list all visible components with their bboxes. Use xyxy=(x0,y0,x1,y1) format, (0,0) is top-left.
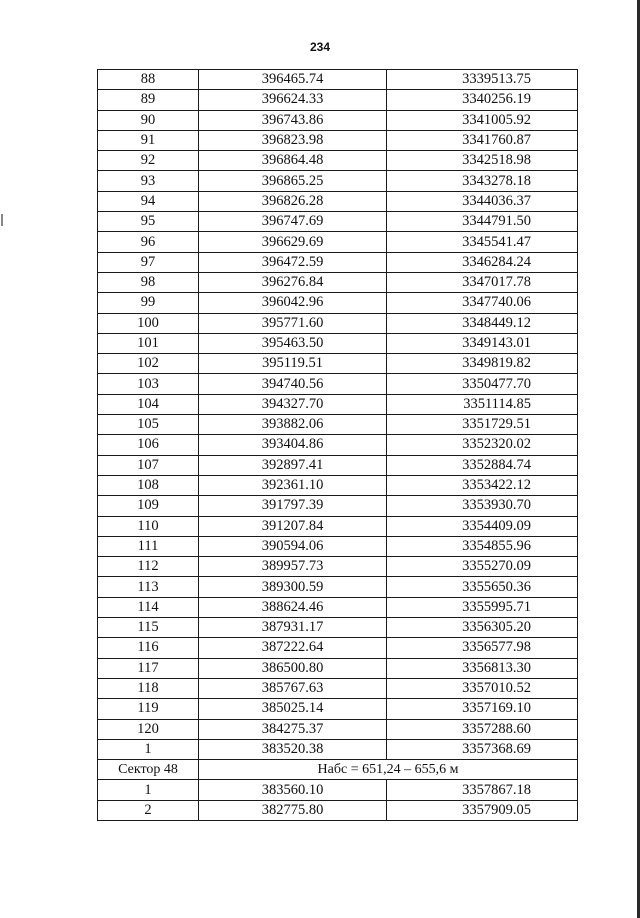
point-number-cell: 102 xyxy=(98,354,199,374)
y-coordinate-cell: 3345541.47 xyxy=(387,232,578,252)
y-coordinate-cell: 3356813.30 xyxy=(387,658,578,678)
point-number-cell: 108 xyxy=(98,475,199,495)
table-row xyxy=(98,780,578,800)
x-coordinate-cell: 395771.60 xyxy=(199,313,387,333)
table-row xyxy=(98,293,578,313)
table-row xyxy=(98,557,578,577)
y-coordinate-cell: 3352320.02 xyxy=(387,435,578,455)
table-row xyxy=(98,354,578,374)
point-number-cell: 106 xyxy=(98,435,199,455)
x-coordinate-cell: 396472.59 xyxy=(199,252,387,272)
x-coordinate-cell: 384275.37 xyxy=(199,719,387,739)
x-coordinate-cell: 391207.84 xyxy=(199,516,387,536)
x-coordinate-cell: 394327.70 xyxy=(199,394,387,414)
table-row xyxy=(98,415,578,435)
table-row xyxy=(98,678,578,698)
table-row xyxy=(98,333,578,353)
y-coordinate-cell: 3353930.70 xyxy=(387,496,578,516)
x-coordinate-cell: 390594.06 xyxy=(199,536,387,556)
point-number-cell: 116 xyxy=(98,638,199,658)
x-coordinate-cell: 389957.73 xyxy=(199,557,387,577)
x-coordinate-cell: 396826.28 xyxy=(199,191,387,211)
y-coordinate-cell: 3348449.12 xyxy=(387,313,578,333)
table-row xyxy=(98,151,578,171)
x-coordinate-cell: 382775.80 xyxy=(199,800,387,820)
y-coordinate-cell: 3341760.87 xyxy=(387,130,578,150)
x-coordinate-cell: 396823.98 xyxy=(199,130,387,150)
point-number-cell: 109 xyxy=(98,496,199,516)
point-number-cell: 115 xyxy=(98,618,199,638)
x-coordinate-cell: 387931.17 xyxy=(199,618,387,638)
y-coordinate-cell: 3351729.51 xyxy=(387,415,578,435)
table-row xyxy=(98,658,578,678)
table-row xyxy=(98,618,578,638)
x-coordinate-cell: 396865.25 xyxy=(199,171,387,191)
table-row xyxy=(98,496,578,516)
table-row xyxy=(98,394,578,414)
y-coordinate-cell: 3344791.50 xyxy=(387,212,578,232)
point-number-cell: 88 xyxy=(98,70,199,90)
point-number-cell: 90 xyxy=(98,110,199,130)
x-coordinate-cell: 383560.10 xyxy=(199,780,387,800)
y-coordinate-cell: 3357010.52 xyxy=(387,678,578,698)
table-row xyxy=(98,800,578,820)
table-row xyxy=(98,171,578,191)
x-coordinate-cell: 396276.84 xyxy=(199,272,387,292)
x-coordinate-cell: 396624.33 xyxy=(199,90,387,110)
point-number-cell: 117 xyxy=(98,658,199,678)
point-number-cell: 103 xyxy=(98,374,199,394)
point-number-cell: 110 xyxy=(98,516,199,536)
point-number-cell: 92 xyxy=(98,151,199,171)
x-coordinate-cell: 385025.14 xyxy=(199,699,387,719)
table-row xyxy=(98,191,578,211)
point-number-cell: 1 xyxy=(98,780,199,800)
sector-label-cell: Сектор 48 xyxy=(98,760,199,780)
table-row xyxy=(98,90,578,110)
scan-margin-mark xyxy=(1,214,3,226)
y-coordinate-cell: 3342518.98 xyxy=(387,151,578,171)
x-coordinate-cell: 395119.51 xyxy=(199,354,387,374)
point-number-cell: 111 xyxy=(98,536,199,556)
table-row xyxy=(98,577,578,597)
point-number-cell: 104 xyxy=(98,394,199,414)
table-row xyxy=(98,110,578,130)
y-coordinate-cell: 3357169.10 xyxy=(387,699,578,719)
table-row xyxy=(98,232,578,252)
point-number-cell: 95 xyxy=(98,212,199,232)
point-number-cell: 97 xyxy=(98,252,199,272)
x-coordinate-cell: 395463.50 xyxy=(199,333,387,353)
table-row xyxy=(98,699,578,719)
y-coordinate-cell: 3356577.98 xyxy=(387,638,578,658)
x-coordinate-cell: 391797.39 xyxy=(199,496,387,516)
x-coordinate-cell: 396747.69 xyxy=(199,212,387,232)
point-number-cell: 93 xyxy=(98,171,199,191)
y-coordinate-cell: 3355270.09 xyxy=(387,557,578,577)
x-coordinate-cell: 387222.64 xyxy=(199,638,387,658)
y-coordinate-cell: 3340256.19 xyxy=(387,90,578,110)
x-coordinate-cell: 389300.59 xyxy=(199,577,387,597)
y-coordinate-cell: 3341005.92 xyxy=(387,110,578,130)
x-coordinate-cell: 394740.56 xyxy=(199,374,387,394)
x-coordinate-cell: 396629.69 xyxy=(199,232,387,252)
y-coordinate-cell: 3354855.96 xyxy=(387,536,578,556)
point-number-cell: 98 xyxy=(98,272,199,292)
x-coordinate-cell: 396042.96 xyxy=(199,293,387,313)
x-coordinate-cell: 385767.63 xyxy=(199,678,387,698)
point-number-cell: 119 xyxy=(98,699,199,719)
table-row xyxy=(98,475,578,495)
table-row xyxy=(98,212,578,232)
table-row xyxy=(98,638,578,658)
point-number-cell: 118 xyxy=(98,678,199,698)
point-number-cell: 2 xyxy=(98,800,199,820)
y-coordinate-cell: 3349143.01 xyxy=(387,333,578,353)
y-coordinate-cell: 3355995.71 xyxy=(387,597,578,617)
point-number-cell: 91 xyxy=(98,130,199,150)
y-coordinate-cell: 3357867.18 xyxy=(387,780,578,800)
y-coordinate-cell: 3356305.20 xyxy=(387,618,578,638)
table-row xyxy=(98,455,578,475)
table-row xyxy=(98,70,578,90)
point-number-cell: 112 xyxy=(98,557,199,577)
y-coordinate-cell: 3349819.82 xyxy=(387,354,578,374)
y-coordinate-cell: 3343278.18 xyxy=(387,171,578,191)
coordinates-table-body xyxy=(98,70,578,821)
point-number-cell: 105 xyxy=(98,415,199,435)
table-row xyxy=(98,739,578,759)
y-coordinate-cell: 3344036.37 xyxy=(387,191,578,211)
point-number-cell: 100 xyxy=(98,313,199,333)
x-coordinate-cell: 393404.86 xyxy=(199,435,387,455)
sector-header-row xyxy=(98,760,578,780)
table-row xyxy=(98,272,578,292)
coordinates-table xyxy=(97,69,578,821)
x-coordinate-cell: 392897.41 xyxy=(199,455,387,475)
point-number-cell: 89 xyxy=(98,90,199,110)
y-coordinate-cell: 3357288.60 xyxy=(387,719,578,739)
y-coordinate-cell: 3354409.09 xyxy=(387,516,578,536)
x-coordinate-cell: 383520.38 xyxy=(199,739,387,759)
table-row xyxy=(98,252,578,272)
x-coordinate-cell: 396864.48 xyxy=(199,151,387,171)
y-coordinate-cell: 3357368.69 xyxy=(387,739,578,759)
point-number-cell: 113 xyxy=(98,577,199,597)
point-number-cell: 96 xyxy=(98,232,199,252)
y-coordinate-cell: 3339513.75 xyxy=(387,70,578,90)
table-row xyxy=(98,597,578,617)
x-coordinate-cell: 393882.06 xyxy=(199,415,387,435)
y-coordinate-cell: 3351114.85 xyxy=(387,394,578,414)
y-coordinate-cell: 3357909.05 xyxy=(387,800,578,820)
table-row xyxy=(98,516,578,536)
table-row xyxy=(98,313,578,333)
point-number-cell: 107 xyxy=(98,455,199,475)
x-coordinate-cell: 396465.74 xyxy=(199,70,387,90)
table-row xyxy=(98,536,578,556)
y-coordinate-cell: 3353422.12 xyxy=(387,475,578,495)
y-coordinate-cell: 3347017.78 xyxy=(387,272,578,292)
table-row xyxy=(98,374,578,394)
x-coordinate-cell: 388624.46 xyxy=(199,597,387,617)
point-number-cell: 94 xyxy=(98,191,199,211)
x-coordinate-cell: 396743.86 xyxy=(199,110,387,130)
table-row xyxy=(98,435,578,455)
y-coordinate-cell: 3346284.24 xyxy=(387,252,578,272)
y-coordinate-cell: 3347740.06 xyxy=(387,293,578,313)
point-number-cell: 114 xyxy=(98,597,199,617)
y-coordinate-cell: 3350477.70 xyxy=(387,374,578,394)
point-number-cell: 99 xyxy=(98,293,199,313)
table-row xyxy=(98,719,578,739)
page-number: 234 xyxy=(309,40,331,54)
point-number-cell: 101 xyxy=(98,333,199,353)
point-number-cell: 120 xyxy=(98,719,199,739)
y-coordinate-cell: 3352884.74 xyxy=(387,455,578,475)
table-row xyxy=(98,130,578,150)
x-coordinate-cell: 386500.80 xyxy=(199,658,387,678)
point-number-cell: 1 xyxy=(98,739,199,759)
x-coordinate-cell: 392361.10 xyxy=(199,475,387,495)
sector-height-cell: Набс = 651,24 – 655,6 м xyxy=(199,760,578,780)
y-coordinate-cell: 3355650.36 xyxy=(387,577,578,597)
